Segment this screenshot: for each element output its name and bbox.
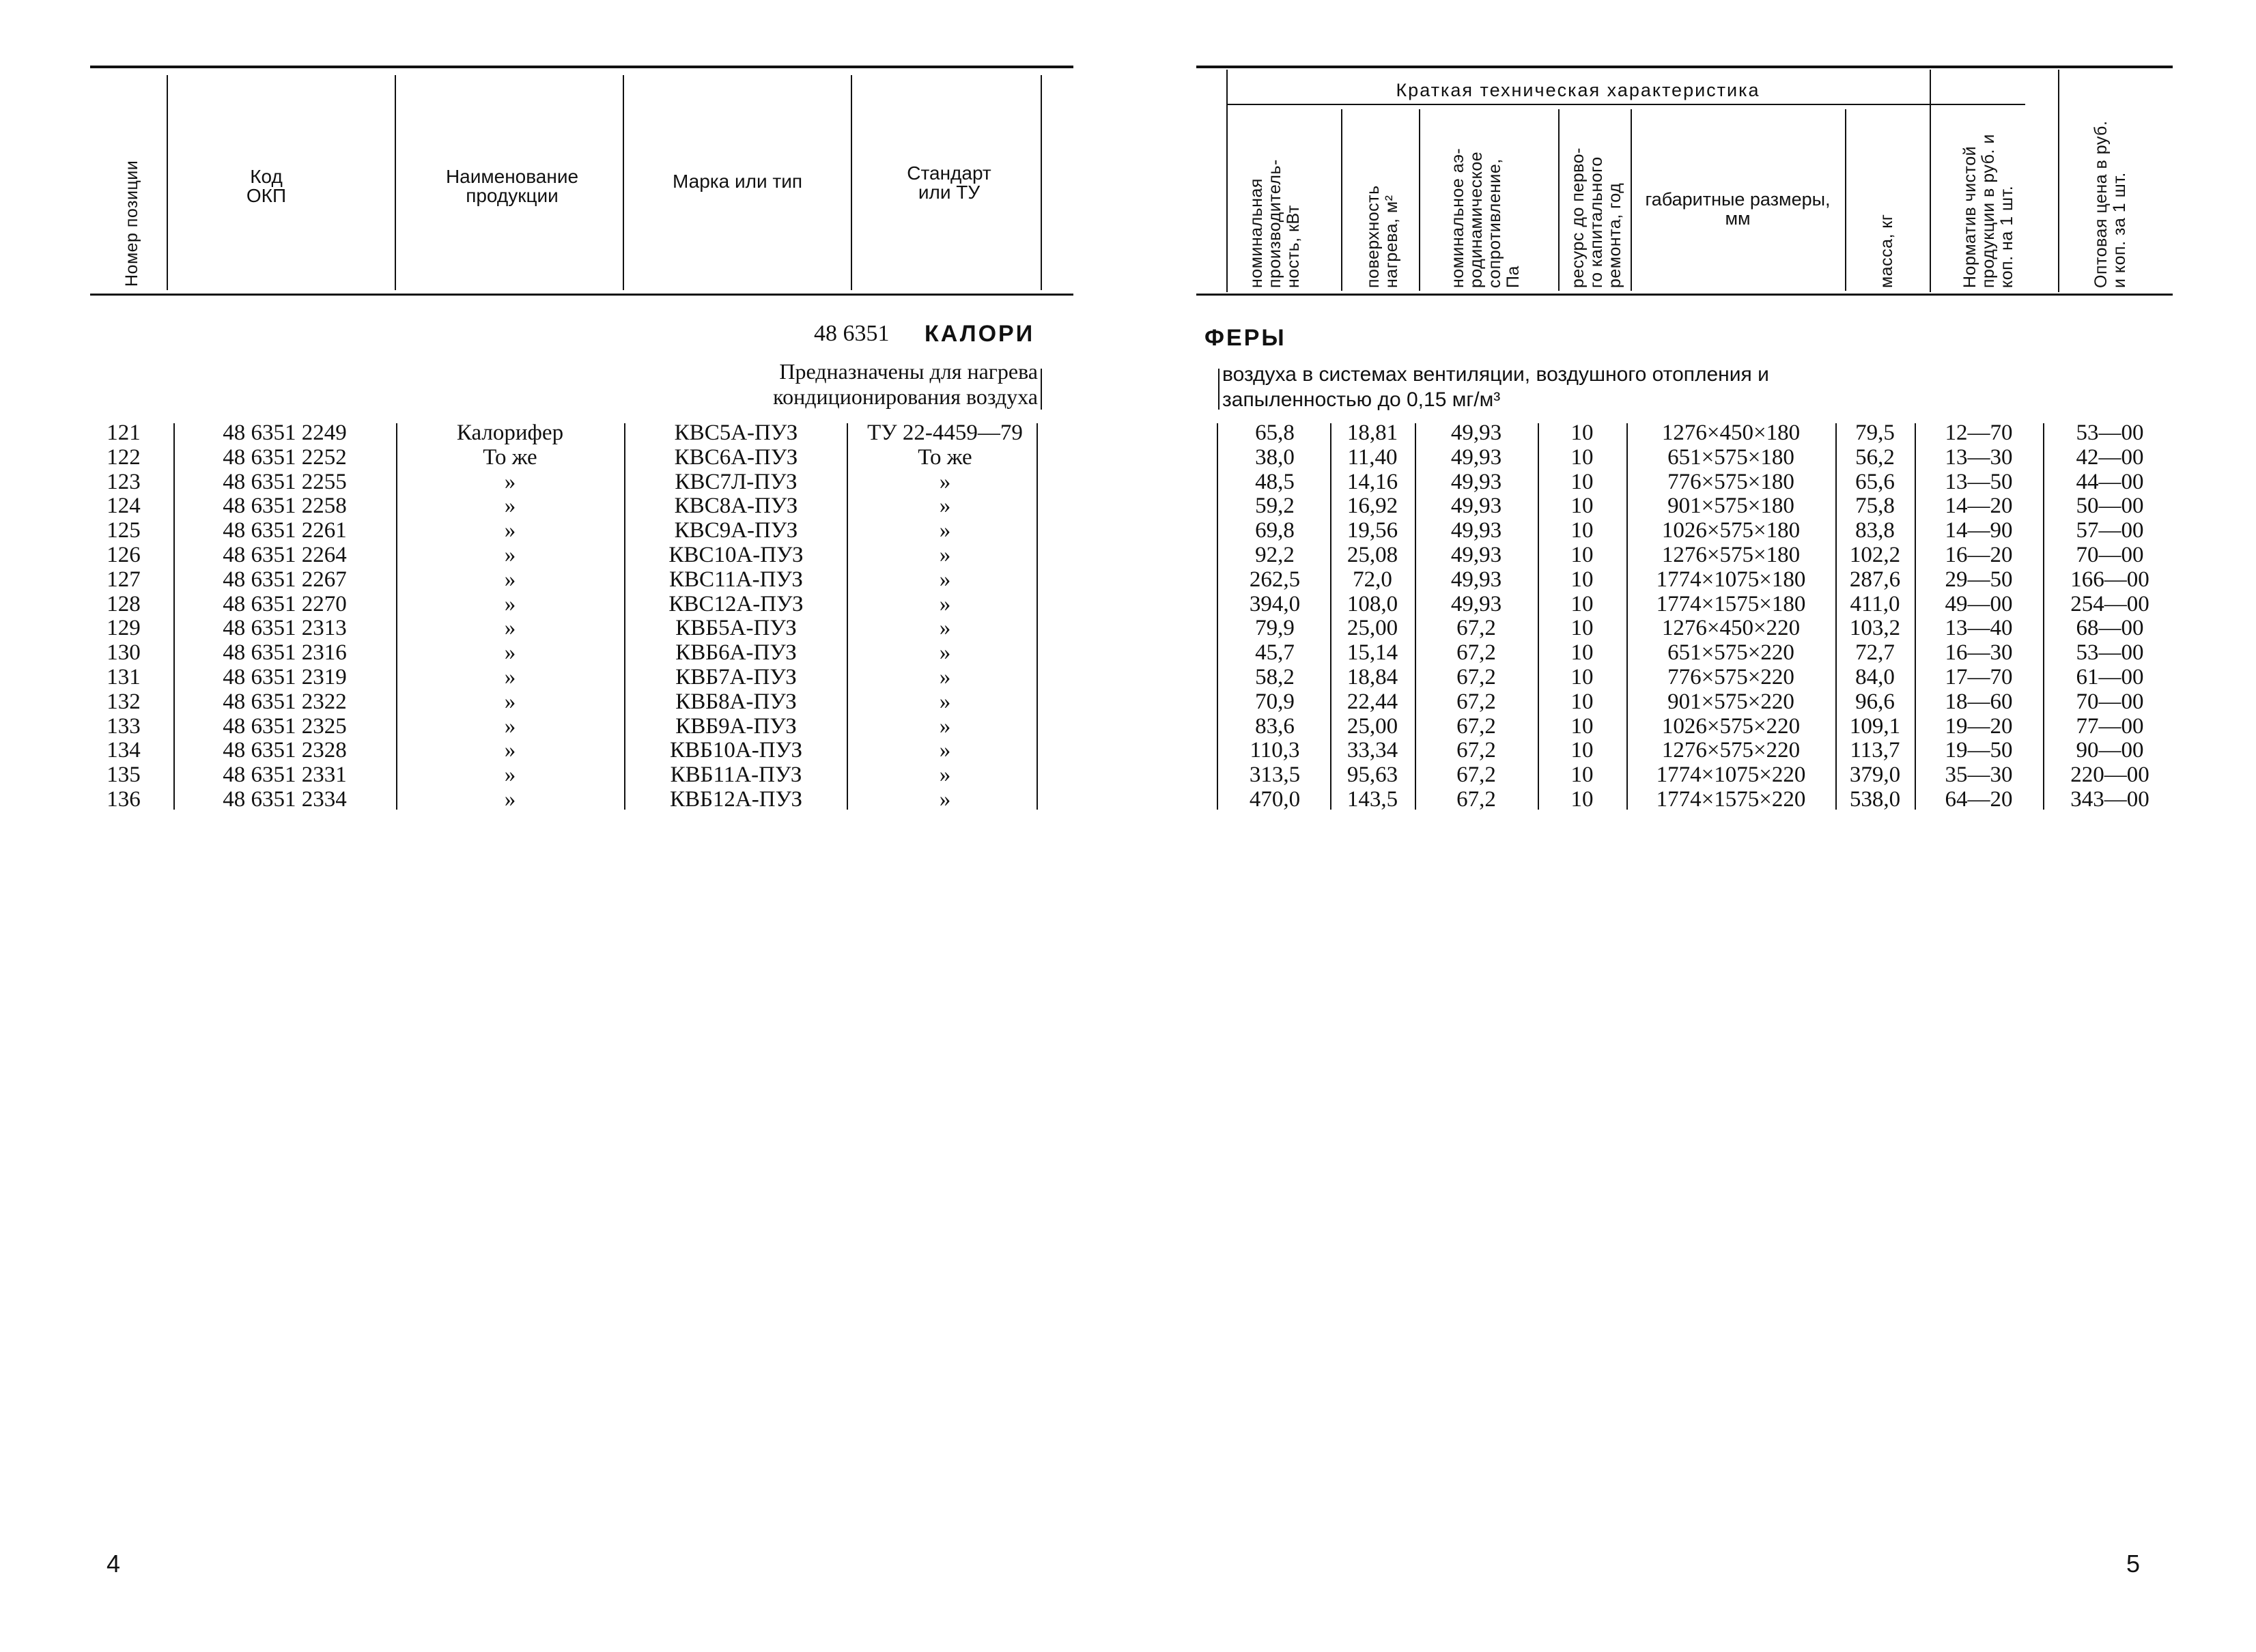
capacity-cell: 65,8 [1255,421,1295,445]
section-description-part2: воздуха в системах вентиляции, воздушного отопления и запыленностью до 0,15 мг/м³ [1222,363,1769,411]
position-cell: 134 [107,738,141,763]
dimensions-cell: 1774×1575×180 [1656,591,1806,616]
price-cell: 50—00 [2076,494,2144,519]
dimensions-cell: 1774×1575×220 [1656,786,1806,812]
table-row [0,518,1128,543]
resistance-cell: 67,2 [1456,738,1496,763]
mass-cell: 379,0 [1849,763,1901,788]
surface-cell: 33,34 [1346,738,1398,763]
header-lifetime: ресурс до перво- го капитального ремонта, год [1568,147,1624,288]
surface-cell: 143,5 [1346,786,1398,812]
mass-cell: 411,0 [1850,591,1900,616]
position-cell: 129 [107,616,141,641]
surface-cell: 72,0 [1353,567,1392,592]
norm-cell: 19—50 [1945,738,2013,763]
standard-cell: » [939,713,951,739]
table-row [1128,494,2256,518]
okp-code-cell: 48 6351 2334 [223,786,347,812]
price-cell: 42—00 [2076,444,2144,470]
dimensions-cell: 1276×450×180 [1661,421,1801,445]
column-divider [1558,109,1560,291]
surface-cell: 11,40 [1347,444,1398,470]
brand-cell: КВБ10А-ПУЗ [669,738,803,763]
position-cell: 121 [107,421,141,445]
brand-cell: КВБ5А-ПУЗ [675,616,797,641]
mass-cell: 79,5 [1855,421,1895,445]
price-cell: 220—00 [2070,763,2149,788]
brand-cell: КВБ9А-ПУЗ [675,713,797,739]
resistance-cell: 67,2 [1456,640,1496,666]
okp-code-cell: 48 6351 2328 [223,738,347,763]
table-row [0,470,1128,494]
capacity-cell: 92,2 [1255,542,1295,567]
lifetime-cell: 10 [1570,591,1594,616]
right-table-body [1128,421,2256,812]
page-number-left: 4 [107,1550,121,1578]
lifetime-cell: 10 [1570,494,1594,519]
column-divider [167,75,168,290]
header-bottom-rule [90,294,1073,296]
section-title-part1: КАЛОРИ [925,321,1035,347]
price-cell: 53—00 [2076,421,2144,445]
column-divider [1845,109,1846,291]
capacity-cell: 45,7 [1255,640,1295,666]
lifetime-cell: 10 [1570,542,1594,567]
resistance-cell: 49,93 [1450,518,1502,543]
table-row [0,763,1128,787]
position-cell: 135 [107,763,141,788]
column-divider [395,75,396,290]
resistance-cell: 49,93 [1450,542,1502,567]
capacity-cell: 58,2 [1255,664,1295,689]
resistance-cell: 67,2 [1456,763,1496,788]
resistance-cell: 49,93 [1450,567,1502,592]
table-row [1128,616,2256,640]
mass-cell: 102,2 [1849,542,1901,567]
capacity-cell: 59,2 [1255,494,1295,519]
product-name-cell: » [504,494,516,519]
dimensions-cell: 1276×575×180 [1661,542,1801,567]
table-row [0,689,1128,714]
capacity-cell: 110,3 [1250,738,1300,763]
surface-cell: 15,14 [1346,640,1398,666]
price-cell: 166—00 [2070,567,2149,592]
table-row [1128,689,2256,714]
norm-cell: 18—60 [1945,689,2013,714]
surface-cell: 18,84 [1346,664,1398,689]
dimensions-cell: 901×575×220 [1667,689,1794,714]
product-name-cell: » [504,567,516,592]
mass-cell: 103,2 [1849,616,1901,641]
table-row [1128,445,2256,470]
product-name-cell: » [504,738,516,763]
lifetime-cell: 10 [1570,469,1594,494]
header-product-name: Наименование продукции [445,166,579,206]
mass-cell: 83,8 [1855,518,1895,543]
header-price: Оптовая цена в руб. и коп. за 1 шт. [2091,120,2129,288]
okp-code-cell: 48 6351 2325 [223,713,347,739]
standard-cell: То же [918,444,972,470]
surface-cell: 18,81 [1346,421,1398,445]
position-cell: 123 [107,469,141,494]
resistance-cell: 67,2 [1456,713,1496,739]
standard-cell: » [939,494,951,519]
column-divider [2058,70,2059,292]
position-cell: 130 [107,640,141,666]
okp-code-cell: 48 6351 2249 [223,421,347,445]
table-row [0,567,1128,592]
product-name-cell: Калорифер [456,421,564,445]
standard-cell: » [939,591,951,616]
okp-code-cell: 48 6351 2252 [223,444,347,470]
standard-cell: » [939,616,951,641]
product-name-cell: » [504,689,516,714]
table-row [0,445,1128,470]
product-name-cell: То же [483,444,537,470]
standard-cell: » [939,664,951,689]
capacity-cell: 394,0 [1249,591,1301,616]
okp-code-cell: 48 6351 2270 [223,591,347,616]
mass-cell: 538,0 [1849,786,1901,812]
section-title-part2: ФЕРЫ [1204,325,1286,351]
table-row [1128,640,2256,665]
price-cell: 343—00 [2070,786,2149,812]
standard-cell: » [939,469,951,494]
product-name-cell: » [504,591,516,616]
dimensions-cell: 776×575×180 [1667,469,1794,494]
left-table-body [0,421,1128,812]
brand-cell: КВС9А-ПУЗ [674,518,798,543]
resistance-cell: 49,93 [1450,444,1502,470]
brand-cell: КВБ11А-ПУЗ [670,763,802,788]
standard-cell: » [939,542,951,567]
okp-code-cell: 48 6351 2264 [223,542,347,567]
price-cell: 90—00 [2076,738,2144,763]
position-cell: 131 [107,664,141,689]
table-row [0,714,1128,739]
surface-cell: 25,08 [1346,542,1398,567]
norm-cell: 13—40 [1945,616,2013,641]
okp-code-cell: 48 6351 2261 [223,518,347,543]
header-brand: Марка или тип [672,171,803,192]
table-row [0,592,1128,616]
table-row [0,787,1128,812]
okp-code-cell: 48 6351 2322 [223,689,347,714]
mass-cell: 96,6 [1855,689,1895,714]
surface-cell: 95,63 [1346,763,1398,788]
dimensions-cell: 1774×1075×180 [1656,567,1806,592]
okp-code-cell: 48 6351 2255 [223,469,347,494]
norm-cell: 19—20 [1945,713,2013,739]
header-resistance: номинальное аэ- родинамическое сопротивление, Па [1448,147,1523,288]
mass-cell: 84,0 [1855,664,1895,689]
mass-cell: 113,7 [1850,738,1900,763]
norm-cell: 14—90 [1945,518,2013,543]
product-name-cell: » [504,616,516,641]
lifetime-cell: 10 [1570,713,1594,739]
brand-cell: КВС7Л-ПУЗ [675,469,798,494]
table-row [1128,738,2256,763]
header-capacity: номинальная производитель- ность, кВт [1247,159,1303,288]
okp-code-cell: 48 6351 2319 [223,664,347,689]
standard-cell: ТУ 22-4459—79 [867,421,1023,445]
intro-bracket [1218,369,1219,410]
dimensions-cell: 651×575×220 [1667,640,1794,666]
table-row [1128,421,2256,445]
position-cell: 127 [107,567,141,592]
surface-cell: 25,00 [1346,616,1398,641]
norm-cell: 13—30 [1945,444,2013,470]
dimensions-cell: 901×575×180 [1667,494,1794,519]
table-row [0,616,1128,640]
brand-cell: КВБ7А-ПУЗ [675,664,797,689]
standard-cell: » [939,567,951,592]
brand-cell: КВС12А-ПУЗ [668,591,804,616]
header-technical-characteristics: Краткая техническая характеристика [1396,80,1760,100]
dimensions-cell: 1276×450×220 [1661,616,1801,641]
lifetime-cell: 10 [1570,640,1594,666]
norm-cell: 12—70 [1945,421,2013,445]
lifetime-cell: 10 [1570,444,1594,470]
header-standard: Стандарт или ТУ [907,162,991,203]
lifetime-cell: 10 [1570,689,1594,714]
column-divider [1419,109,1420,291]
resistance-cell: 49,93 [1450,421,1502,445]
table-row [1128,470,2256,494]
okp-code-cell: 48 6351 2258 [223,494,347,519]
price-cell: 70—00 [2076,689,2144,714]
product-name-cell: » [504,664,516,689]
table-row [1128,543,2256,567]
capacity-cell: 79,9 [1255,616,1295,641]
table-row [1128,518,2256,543]
brand-cell: КВБ12А-ПУЗ [669,786,803,812]
product-name-cell: » [504,640,516,666]
capacity-cell: 70,9 [1255,689,1295,714]
lifetime-cell: 10 [1570,738,1594,763]
capacity-cell: 313,5 [1249,763,1301,788]
lifetime-cell: 10 [1570,664,1594,689]
okp-code-cell: 48 6351 2267 [223,567,347,592]
resistance-cell: 67,2 [1456,664,1496,689]
intro-bracket [1041,369,1042,410]
column-divider [1631,109,1632,291]
product-name-cell: » [504,786,516,812]
norm-cell: 16—30 [1945,640,2013,666]
capacity-cell: 470,0 [1249,786,1301,812]
surface-cell: 25,00 [1346,713,1398,739]
position-cell: 122 [107,444,141,470]
header-okp-code: Код ОКП [246,166,287,206]
column-divider [851,75,852,290]
position-cell: 132 [107,689,141,714]
product-name-cell: » [504,518,516,543]
table-row [0,665,1128,689]
group-header-rule [1226,104,2025,105]
price-cell: 254—00 [2070,591,2149,616]
okp-code-cell: 48 6351 2316 [223,640,347,666]
capacity-cell: 48,5 [1255,469,1295,494]
section-description-part1: Предназначены для нагрева кондиционирования воздуха [773,359,1038,409]
norm-cell: 49—00 [1945,591,2013,616]
surface-cell: 108,0 [1346,591,1398,616]
position-cell: 126 [107,542,141,567]
capacity-cell: 69,8 [1255,518,1295,543]
standard-cell: » [939,763,951,788]
product-name-cell: » [504,469,516,494]
table-row [0,421,1128,445]
brand-cell: КВС8А-ПУЗ [674,494,798,519]
lifetime-cell: 10 [1570,786,1594,812]
position-cell: 124 [107,494,141,519]
dimensions-cell: 1026×575×220 [1661,713,1801,739]
table-row [1128,714,2256,739]
mass-cell: 72,7 [1855,640,1895,666]
mass-cell: 287,6 [1849,567,1901,592]
position-cell: 133 [107,713,141,739]
mass-cell: 75,8 [1855,494,1895,519]
price-cell: 61—00 [2076,664,2144,689]
brand-cell: КВС6А-ПУЗ [674,444,798,470]
norm-cell: 16—20 [1945,542,2013,567]
right-page [1128,0,2256,1652]
dimensions-cell: 1774×1075×220 [1656,763,1806,788]
header-bottom-rule [1196,294,2173,296]
table-row [0,738,1128,763]
surface-cell: 14,16 [1346,469,1398,494]
position-cell: 125 [107,518,141,543]
resistance-cell: 67,2 [1456,786,1496,812]
column-divider [1341,109,1342,291]
norm-cell: 14—20 [1945,494,2013,519]
brand-cell: КВС10А-ПУЗ [668,542,804,567]
brand-cell: КВБ8А-ПУЗ [675,689,797,714]
price-cell: 68—00 [2076,616,2144,641]
section-code: 48 6351 [814,321,890,346]
lifetime-cell: 10 [1570,518,1594,543]
standard-cell: » [939,518,951,543]
header-dimensions: габаритные размеры, мм [1645,189,1831,229]
product-name-cell: » [504,763,516,788]
capacity-cell: 262,5 [1249,567,1301,592]
standard-cell: » [939,786,951,812]
product-name-cell: » [504,542,516,567]
header-surface: поверхность нагрева, м² [1364,185,1401,288]
header-mass: масса, кг [1877,214,1896,288]
lifetime-cell: 10 [1570,616,1594,641]
price-cell: 53—00 [2076,640,2144,666]
header-norm: Норматив чистой продукции в руб. и коп. на 1 шт. [1960,134,2016,288]
resistance-cell: 49,93 [1450,494,1502,519]
standard-cell: » [939,689,951,714]
capacity-cell: 83,6 [1255,713,1295,739]
surface-cell: 16,92 [1346,494,1398,519]
product-name-cell: » [504,713,516,739]
header-position: Номер позиции [122,160,141,287]
lifetime-cell: 10 [1570,763,1594,788]
column-divider [623,75,624,290]
page-number-right: 5 [2126,1550,2141,1578]
resistance-cell: 67,2 [1456,689,1496,714]
table-row [1128,787,2256,812]
standard-cell: » [939,640,951,666]
table-row [0,543,1128,567]
norm-cell: 17—70 [1945,664,2013,689]
norm-cell: 64—20 [1945,786,2013,812]
header-top-rule [90,66,1073,68]
table-row [1128,763,2256,787]
capacity-cell: 38,0 [1255,444,1295,470]
header-top-rule [1196,66,2173,68]
table-row [1128,592,2256,616]
table-row [0,494,1128,518]
column-divider [1930,70,1931,292]
lifetime-cell: 10 [1570,421,1594,445]
resistance-cell: 67,2 [1456,616,1496,641]
table-row [1128,567,2256,592]
dimensions-cell: 1026×575×180 [1661,518,1801,543]
dimensions-cell: 651×575×180 [1667,444,1794,470]
column-divider [1226,70,1228,292]
mass-cell: 56,2 [1855,444,1895,470]
brand-cell: КВС11А-ПУЗ [669,567,803,592]
price-cell: 44—00 [2076,469,2144,494]
mass-cell: 109,1 [1849,713,1901,739]
table-row [1128,665,2256,689]
surface-cell: 22,44 [1346,689,1398,714]
dimensions-cell: 1276×575×220 [1661,738,1801,763]
price-cell: 70—00 [2076,542,2144,567]
mass-cell: 65,6 [1855,469,1895,494]
norm-cell: 29—50 [1945,567,2013,592]
surface-cell: 19,56 [1346,518,1398,543]
brand-cell: КВС5А-ПУЗ [674,421,798,445]
okp-code-cell: 48 6351 2313 [223,616,347,641]
resistance-cell: 49,93 [1450,591,1502,616]
price-cell: 57—00 [2076,518,2144,543]
resistance-cell: 49,93 [1450,469,1502,494]
position-cell: 136 [107,786,141,812]
position-cell: 128 [107,591,141,616]
brand-cell: КВБ6А-ПУЗ [675,640,797,666]
okp-code-cell: 48 6351 2331 [223,763,347,788]
lifetime-cell: 10 [1570,567,1594,592]
table-row [0,640,1128,665]
norm-cell: 35—30 [1945,763,2013,788]
norm-cell: 13—50 [1945,469,2013,494]
dimensions-cell: 776×575×220 [1667,664,1794,689]
price-cell: 77—00 [2076,713,2144,739]
standard-cell: » [939,738,951,763]
